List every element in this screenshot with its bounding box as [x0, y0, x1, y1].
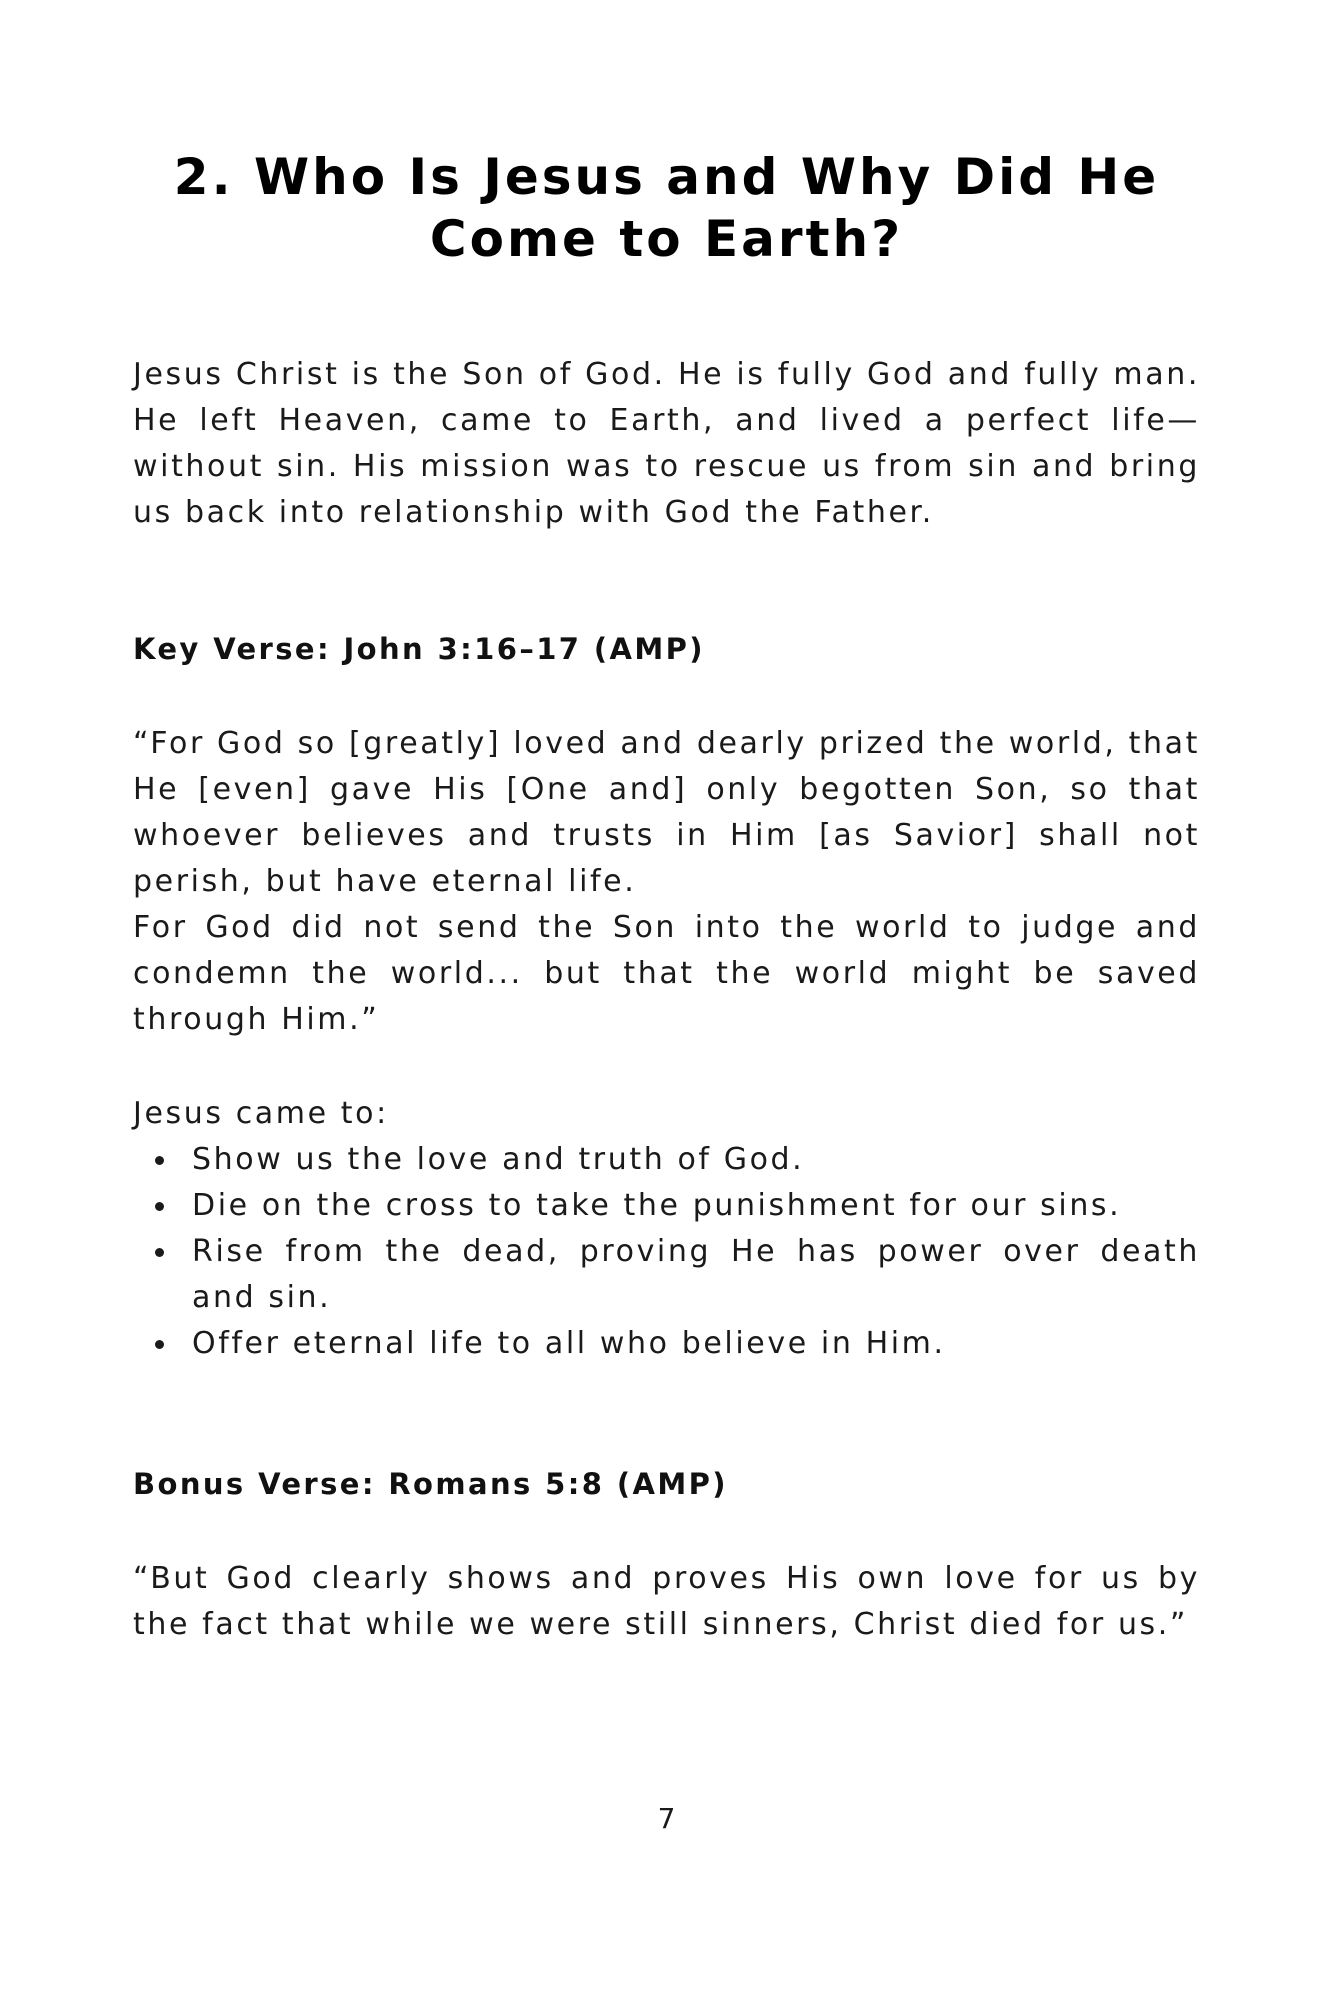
list-item-text: Die on the cross to take the punishment for our sins.	[192, 1188, 1122, 1223]
key-verse-text	[133, 721, 1200, 1043]
list-item	[133, 1229, 1200, 1321]
page-title-line-1: 2. Who Is Jesus and Why Did He	[173, 148, 1160, 206]
list-item	[133, 1321, 1200, 1367]
list-item	[133, 1183, 1200, 1229]
page-title-line-2: Come to Earth?	[429, 210, 904, 268]
bullet-icon	[155, 1340, 164, 1349]
bonus-verse-text: “But God clearly shows and proves His own love for us by the fact that while we were still sinners, Christ died for us.”	[133, 1561, 1200, 1642]
bullet-icon	[155, 1202, 164, 1211]
list-item-text: Offer eternal life to all who believe in Him.	[192, 1326, 946, 1361]
key-verse-heading: Key Verse: John 3:16–17 (AMP)	[133, 632, 705, 666]
jesus-came-intro: Jesus came to:	[133, 1096, 389, 1131]
intro-paragraph: Jesus Christ is the Son of God. He is fully God and fully man. He left Heaven, came to Earth, and lived a perfect life—without sin. His mission was to rescue us from sin and bring us back into relationship with God the Father.	[133, 357, 1200, 530]
bullet-icon	[155, 1156, 164, 1165]
bonus-verse-heading: Bonus Verse: Romans 5:8 (AMP)	[133, 1467, 728, 1501]
page-title	[150, 146, 1183, 270]
jesus-came-list	[133, 1137, 1200, 1367]
list-item-text: Show us the love and truth of God.	[192, 1142, 805, 1177]
bullet-icon	[155, 1248, 164, 1257]
list-item	[133, 1137, 1200, 1183]
key-verse-paragraph-2: For God did not send the Son into the world to judge and condemn the world... but that the world might be saved through Him.”	[133, 910, 1200, 1037]
key-verse-paragraph-1: “For God so [greatly] loved and dearly prized the world, that He [even] gave His [One and] only begotten Son, so that whoever believes and trusts in Him [as Savior] shall not perish, but have eternal life.	[133, 726, 1200, 899]
page-number: 7	[657, 1802, 676, 1835]
list-item-text: Rise from the dead, proving He has power over death and sin.	[192, 1234, 1200, 1315]
